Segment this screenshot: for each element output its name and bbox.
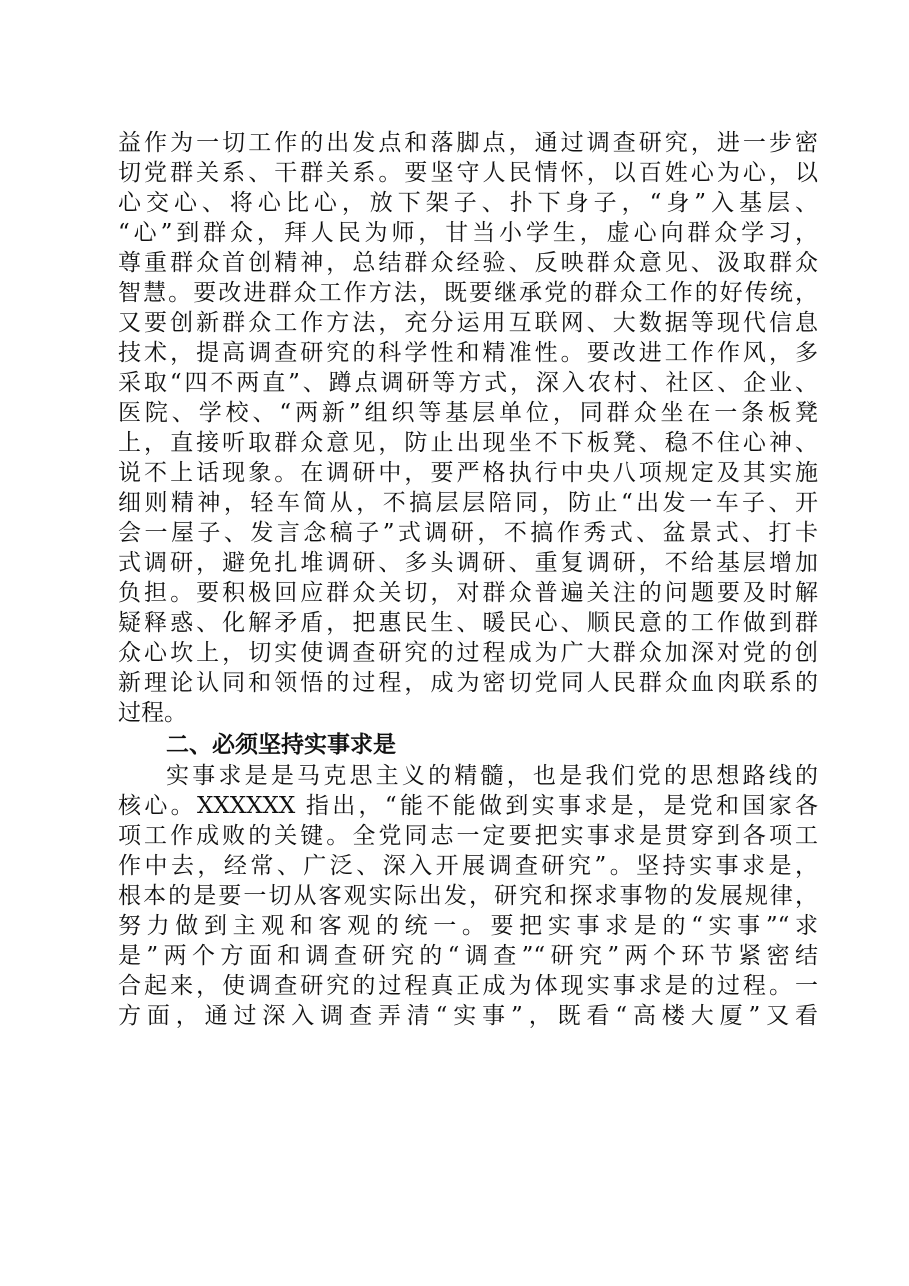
text-line: 切党群关系、干群关系。要坚守人民情怀，以百姓心为心，以 <box>118 160 818 186</box>
text-line: 努力做到主观和客观的统一。要把实事求是的“实事”“求 <box>118 913 818 939</box>
paragraph-seek-truth <box>118 761 818 1031</box>
text-line: 核心。XXXXXX 指出，“能不能做到实事求是，是党和国家各 <box>118 793 818 819</box>
text-line: 合起来，使调查研究的过程真正成为体现实事求是的过程。一 <box>118 973 818 999</box>
paragraph-people-centered <box>118 128 818 728</box>
text-line: 实事求是是马克思主义的精髓，也是我们党的思想路线的 <box>166 763 818 789</box>
text-line: 式调研，避免扎堆调研、多头调研、重复调研，不给基层增加 <box>118 550 818 576</box>
text-line: 采取“四不两直”、蹲点调研等方式，深入农村、社区、企业、 <box>118 370 818 396</box>
text-line: 新理论认同和领悟的过程，成为密切党同人民群众血肉联系的 <box>118 670 818 696</box>
text-line: 尊重群众首创精神，总结群众经验、反映群众意见、汲取群众 <box>118 250 818 276</box>
text-line: 上，直接听取群众意见，防止出现坐不下板凳、稳不住心神、 <box>118 430 818 456</box>
text-line: 细则精神，轻车简从，不搞层层陪同，防止“出发一车子、开 <box>118 490 818 516</box>
text-line: 智慧。要改进群众工作方法，既要继承党的群众工作的好传统， <box>118 280 818 306</box>
section-heading: 二、必须坚持实事求是 <box>166 732 396 758</box>
text-line: 方面，通过深入调查弄清“实事”，既看“高楼大厦”又看 <box>118 1003 818 1029</box>
text-line: 疑释惑、化解矛盾，把惠民生、暖民心、顺民意的工作做到群 <box>118 610 818 636</box>
text-line: 项工作成败的关键。全党同志一定要把实事求是贯穿到各项工 <box>118 823 818 849</box>
text-line: 根本的是要一切从客观实际出发，研究和探求事物的发展规律， <box>118 883 818 909</box>
text-line: “心”到群众，拜人民为师，甘当小学生，虚心向群众学习， <box>118 220 818 246</box>
text-line: 会一屋子、发言念稿子”式调研，不搞作秀式、盆景式、打卡 <box>118 520 818 546</box>
text-line: 过程。 <box>118 700 187 726</box>
text-line: 心交心、将心比心，放下架子、扑下身子，“身”入基层、 <box>118 190 818 216</box>
document-body <box>118 128 818 1031</box>
text-line: 作中去，经常、广泛、深入开展调查研究”。坚持实事求是， <box>118 853 818 879</box>
text-line: 技术，提高调查研究的科学性和精准性。要改进工作作风，多 <box>118 340 818 366</box>
text-line: 负担。要积极回应群众关切，对群众普遍关注的问题要及时解 <box>118 580 818 606</box>
text-line: 又要创新群众工作方法，充分运用互联网、大数据等现代信息 <box>118 310 818 336</box>
text-line: 说不上话现象。在调研中，要严格执行中央八项规定及其实施 <box>118 460 818 486</box>
text-line: 是”两个方面和调查研究的“调查”“研究”两个环节紧密结 <box>118 943 818 969</box>
text-line: 医院、学校、“两新”组织等基层单位，同群众坐在一条板凳 <box>118 400 818 426</box>
text-line: 益作为一切工作的出发点和落脚点，通过调查研究，进一步密 <box>118 130 818 156</box>
text-line: 众心坎上，切实使调查研究的过程成为广大群众加深对党的创 <box>118 640 818 666</box>
